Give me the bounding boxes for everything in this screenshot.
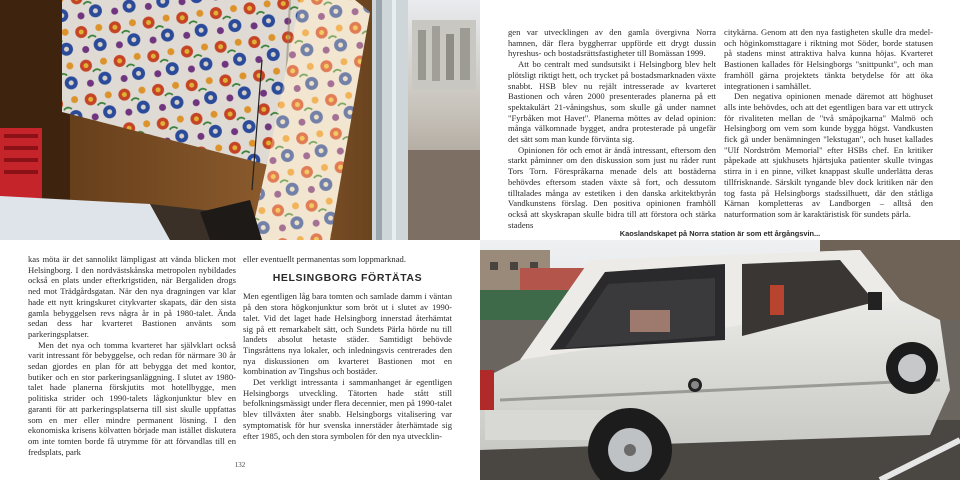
page-number: 132 [234,461,246,469]
interior-photo-art [0,0,480,240]
paragraph: Att bo centralt med sundsutsikt i Helsingborg blev helt plötsligt riktigt hett, och trycket på bostadsmarknaden växte snabbt. HSB blev nu rejält intresserade av kvarteret Bastionen och våren 2000 presenterades planerna på ett spektakulärt 21-våningshus, som skulle gå under namnet "Fyrbåken mot Havet". Planerna möttes av delad opinion: många välkomnade bygget, andra protesterade på ungefär det sätt som man kunde förvänta sig. [508,59,716,145]
paragraph: Den negativa opinionen menade däremot att höghuset alls inte behövdes, och att det egentligen bara var ett uttryck för rivaliteten mellan de "två småpojkarna" Malmö och Helsingborg om vem som kunde bygga högst. Vandkusten fick gå under benämningen "lekstugan", och huset kallades "Ulf Nordström Memorial" efter HSBs chef. En kritiker påpekade att sjukhusets hjärtsjuka patienter skulle tvingas stirra in i en pinne, vilket knappast skulle underlätta deras tillfrisknande. Särskilt tyngande blev dock kritiken när den tog fasta på Helsingborgs stadssilhuett, där den ståtliga Kärnan kompletteras av Landborgen – alltså den naturformation som är karaktäristisk för sundets pärla. [724,91,933,219]
photo-caption: Kaoslandskapet på Norra station är som ett årgångsvin... [619,229,821,238]
paragraph: citykärna. Genom att den nya fastigheten skulle dra medel- och höginkomsttagare i riktning mot Söder, borde statusen på stadens minst attraktiva halva kunna höjas. Kvarteret Bastionen kallades för Helsingborgs "snittpunkt", och man framhöll gärna projektets tänkta betydelse för att öka integrationen i samhället. [724,27,933,91]
paragraph: eller eventuellt permanentas som loppmarknad. [243,254,406,264]
abandoned-car-photo [480,240,960,480]
paragraph: Men det nya och tomma kvarteret har självklart också varit intressant för bebyggelse, och redan för närmare 30 år sedan gjordes en plan för att bebygga det med kontor, butiker och en stor parkeringsanläggning. I slutet av 1980-talet hade planerna förskjutits mot hotellbygge, men politiska strider och 1990-talets lågkonjunktur blev en garanti för att parkeringsplatserna till sist skulle uppfattas som en mer eller mindre permanent lösning. I den ekonomiska krisens kölvatten började man istället diskutera om inte tomten borde få utrymme för att förvandlas till en fredsplats, park [28,339,236,457]
abandoned-car-photo-art [480,240,960,480]
paragraph: Men egentligen låg bara tomten och samlade damm i väntan på den stora högkonjunktur som bröt ut i slutet av 1990-talet. Vid det laget hade Helsingborg innerstad återhämtat sig på ett remarkabelt sätt, och Sundets Pärla hörde nu till landets absolut hetaste städer. Samtidigt behövde Tingsråttens nya lokaler, och inledningsvis centrerades den nya diskussionen om kvarteret Bastionen mot en kombination av Tingshus och bostäder. [243,291,452,377]
interior-photo [0,0,480,240]
text-column-top-right-1 [508,27,716,230]
section-heading: HELSINGBORG FÖRTÄTAS [272,271,423,284]
paragraph: gen var utvecklingen av den gamla övergivna Norra hamnen, där flera byggherrar uppförde ett drygt dussin hyreshus- och bostadsrättsfastigheter till Bomässan 1999. [508,27,716,59]
text-column-bottom-left-2 [243,254,452,441]
paragraph: Opinionen för och emot är ändå intressant, eftersom den starkt påminner om den diskussion som just nu råder runt Tors Torn. Förespråkarna menade dels att bostäderna behövdes eftersom staden växte så fort, och dessutom tilltalades många av estetiken i den danska arkitektbyrån Vandkunstens förslag. Den positiva opinionen framhöll också att skyskrapan skulle bidra till att förstora och stärka stadens [508,144,716,230]
paragraph: Det verkligt intressanta i sammanhanget är egentligen Helsingborgs utveckling. Tätorten hade stått still befolkningsmässigt under flera decennier, men på 1990-talet blev tillväxten åter snabb. Helsingborgs vitalisering var symptomatisk för hur svenska innerstäder återhämtade sig efter 1985, och den stora symbolen för den nya utvecklin- [243,377,452,441]
paragraph: kas möta är det sannolikt lämpligast att vända blicken mot Helsingborg. I den nordvästskånska metropolen nybildades också en plats under efterkrigstiden, när Bergaliden drogs ned mot Trädgårdsgatan. När den nya dragningen var klar hade ett nytt kringskuret citykvarter skapats, där den sista gamla bebyggelsen revs några år in på 1980-talet. Ända sedan dess har kvarteret Bastionen använts som parkeringsplatser. [28,254,236,339]
text-column-bottom-left-1 [28,254,236,457]
text-column-top-right-2 [724,27,933,220]
